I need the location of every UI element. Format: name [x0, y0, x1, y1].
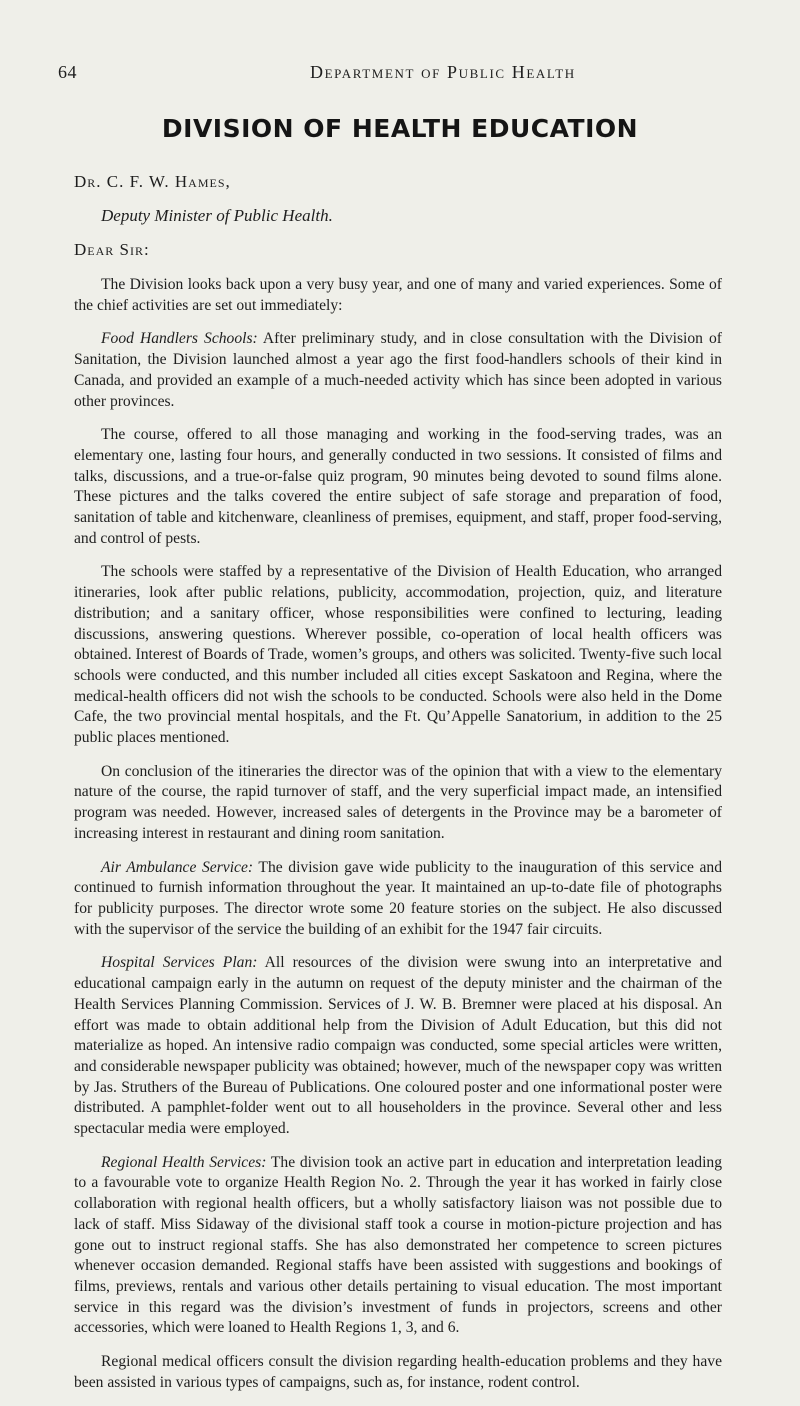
paragraph — [74, 425, 722, 549]
paragraph-text: On conclusion of the itineraries the director was of the opinion that with a view to the elementary nature of the course, the rapid turnover of staff, and the very superficial impact made, an intensified program was needed. However, increased sales of detergents in the Province may be a barometer of increasing interest in restaurant and dining room sanitation. — [74, 762, 722, 842]
paragraph-text: All resources of the division were swung into an interpretative and educational campaign early in the autumn on request of the deputy minister and the chairman of the Health Services Planning Commission. Services of J. W. B. Bremner were placed at his disposal. An effort was made to obtain additional help from the Division of Adult Education, but this did not materialize as hoped. An intensive radio compaign was conducted, some special articles were written, and considerable newspaper publicity was obtained; however, much of the newspaper copy was written by Jas. Struthers of the Bureau of Publications. One coloured poster and one informational poster were distributed. A pamphlet-folder went out to all householders in the province. Several other and less spectacular media were employed. — [74, 954, 722, 1138]
addressee-position: Deputy Minister of Public Health. — [101, 206, 333, 225]
paragraph — [74, 858, 722, 941]
paragraph-lead: Food Handlers Schools: — [101, 330, 258, 348]
paragraph-text: The course, offered to all those managing and working in the food-serving trades, was an elementary one, lasting four hours, and generally conducted in two sessions. It consisted of films and talks, discussions, and a true-or-false quiz program, 90 minutes being devoted to sound films alone. These pictures and the talks covered the entire subject of safe storage and preparation of food, sanitation of table and kitchenware, cleanliness of premises, equipment, and staff, proper food-serving, and control of pests. — [74, 426, 722, 547]
running-head — [58, 62, 778, 86]
paragraph-text: After preliminary study, and in close consultation with the Division of Sanitation, the Division launched almost a year ago the first food-handlers schools of their kind in Canada, and provided an example of a much-needed activity which has since been adopted in various other provinces. — [74, 330, 722, 410]
paragraph-text: The schools were staffed by a representative of the Division of Health Education, who arranged itineraries, look after public relations, publicity, accommodation, projection, quiz, and literature distribution; and a sanitary officer, whose responsibilities were confined to lecturing, leading discussions, answering questions. Wherever possible, co-operation of local health officers was obtained. Interest of Boards of Trade, women’s groups, and others was solicited. Twenty-five such local schools were conducted, and this number included all cities except Saskatoon and Regina, where the medical-health officers did not wish the schools to be conducted. Schools were also held in the Dome Cafe, the two provincial mental hospitals, and the Ft. Qu’Appelle Sanatorium, in addition to the 25 public places mentioned. — [74, 563, 722, 747]
paragraph-text: The division took an active part in education and interpretation leading to a favourable vote to organize Health Region No. 2. Through the year it has worked in fairly close collaboration with regional health officers, but a wholly satisfactory liaison was not possible due to lack of staff. Miss Sidaway of the divisional staff took a course in motion-picture projection and has gone out to instruct regional staffs. She has also demonstrated her competence to screen pictures whenever occasion demanded. Regional staffs have been assisted with suggestions and bookings of films, previews, rentals and various other details pertaining to visual education. The most important service in this regard was the division’s investment of funds in projectors, screens and other accessories, which were loaned to Health Regions 1, 3, and 6. — [74, 1153, 722, 1337]
running-title: Department of Public Health — [310, 62, 576, 82]
paragraph — [74, 562, 722, 748]
paragraph-lead: Hospital Services Plan: — [101, 954, 258, 972]
page-title: DIVISION OF HEALTH EDUCATION — [161, 114, 639, 143]
letter-body — [74, 275, 722, 1406]
paragraph — [74, 1153, 722, 1339]
paragraph-text: The Division looks back upon a very busy year, and one of many and varied experiences. Some of the chief activities are set out immediately: — [74, 276, 722, 314]
salutation: Dear Sir: — [74, 240, 150, 259]
paragraph-text: Regional medical officers consult the division regarding health-education problems and they have been assisted in various types of campaigns, such as, for instance, rodent control. — [74, 1353, 722, 1391]
paragraph — [74, 762, 722, 845]
addressee-name: Dr. C. F. W. Hames, — [74, 172, 231, 191]
paragraph-lead: Regional Health Services: — [101, 1153, 267, 1171]
paragraph-text: The division gave wide publicity to the inauguration of this service and continued to furnish information throughout the year. It maintained an up-to-date file of photographs for publicity purposes. The director wrote some 20 feature stories on the subject. He also discussed with the supervisor of the service the building of an exhibit for the 1947 fair circuits. — [74, 858, 722, 938]
paragraph — [74, 275, 722, 316]
paragraph-lead: Air Ambulance Service: — [101, 858, 254, 876]
page-number: 64 — [58, 62, 77, 82]
paragraph — [74, 1352, 722, 1393]
paragraph — [74, 329, 722, 412]
paragraph — [74, 953, 722, 1139]
